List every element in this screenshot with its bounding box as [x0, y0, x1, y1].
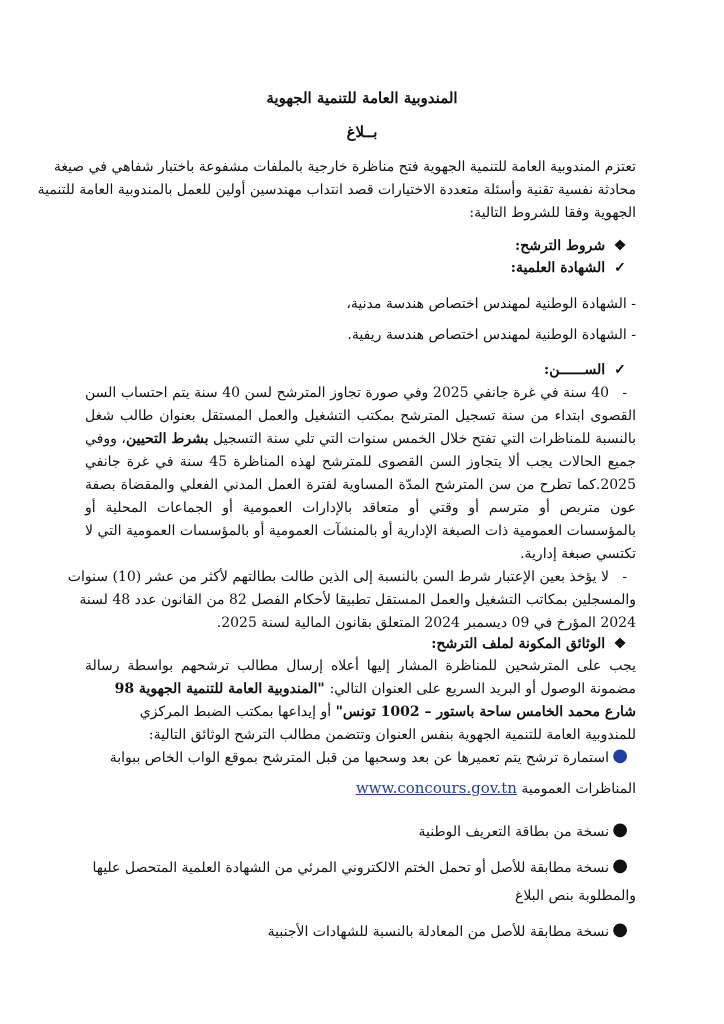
documents-heading: ❖ الوثائق المكونة لملف الترشح: [85, 634, 630, 654]
document-item-id-card: نسخة من بطاقة التعريف الوطنية [418, 824, 609, 840]
document-item-diploma-line-2: والمطلوبة بنص البلاغ [514, 888, 636, 904]
intro-line-1: تعتزم المندوبية العامة للتنمية الجهوية فتح مناظرة خارجية بالملفات مشفوعة باختبار شفاهي في صيغة [53, 159, 636, 175]
four-diamond-bullet-icon: ❖ [613, 636, 627, 652]
age-exception-line-3: 2024 المؤرخ في 09 ديسمبر 2024 المتعلق بقانون المالية لسنة 2025. [216, 615, 636, 631]
age-line-6: عون متربص أو مترسم أو وقتي أو متعاقد بالإدارات العمومية أو الجماعات المحلية أو [85, 500, 636, 516]
notice-title: بــلاغ [346, 123, 378, 141]
document-item-form-line-2: المناظرات العمومية www.concours.gov.tn [355, 779, 636, 797]
age-heading: ✓ الســــــن: [85, 360, 630, 380]
dash-marker: - [622, 385, 627, 401]
document-item-equivalence: نسخة مطابقة للأصل من المعادلة بالنسبة للشهادات الأجنبية [267, 924, 609, 940]
intro-line-3: الجهوية وفقا للشروط التالية: [469, 205, 636, 221]
diploma-item-rural: - الشهادة الوطنية لمهندس اختصاص هندسة ريفية. [347, 327, 636, 343]
age-line-4: جميع الحالات يجب ألا يتجاوز السن القصوى للمترشح لهذه المناظرة 45 سنة في غرة جانفي [85, 454, 636, 470]
conditions-heading: ❖ شروط الترشح: [85, 236, 630, 256]
age-line-7: بالمؤسسات العمومية ذات الصبغة الإدارية أو بالمنشآت العمومية أو بالمؤسسات العمومية التي لا [85, 523, 636, 539]
concours-website-link[interactable]: www.concours.gov.tn [355, 779, 517, 797]
age-line-8: تكتسي صبغة إدارية. [520, 546, 636, 562]
check-mark-icon: ✓ [614, 260, 626, 276]
organization-title: المندوبية العامة للتنمية الجهوية [266, 89, 458, 107]
age-exception-line-1: لا يؤخذ بعين الإعتبار شرط السن بالنسبة إلى الذين طالت بطالتهم لأكثر من عشر (10) سنوات [67, 569, 609, 585]
age-exception-line-2: والمسجلين بمكاتب التشغيل والعمل المستقل تطبيقا لأحكام الفصل 82 من القانون عدد 48 لسنة [79, 592, 636, 608]
age-line-5: 2025.كما تطرح من سن المترشح المدّة المساوية لفترة العمل المدني الفعلي والمقضاة بصفة [85, 477, 636, 493]
four-diamond-bullet-icon: ❖ [613, 238, 627, 254]
diploma-heading: ✓ الشهادة العلمية: [85, 258, 630, 278]
dash-marker: - [622, 569, 627, 585]
diploma-item-civil: - الشهادة الوطنية لمهندس اختصاص هندسة مدنية، [346, 296, 636, 312]
documents-intro-line-3: شارع محمد الخامس ساحة باستور – 1002 تونس" أو إيداعها بمكتب الضبط المركزي [139, 704, 636, 720]
documents-intro-line-4: للمندوبية العامة للتنمية الجهوية بنفس العنوان وتتضمن مطالب الترشح الوثائق التالية: [148, 727, 636, 743]
round-bullet-icon: ● [612, 819, 628, 840]
round-bullet-icon: ● [612, 745, 628, 766]
document-item-diploma-line-1: نسخة مطابقة للأصل أو تحمل الختم الالكتروني المرئي من الشهادة العلمية المتحصل عليها [92, 860, 609, 876]
round-bullet-icon: ● [612, 919, 628, 940]
check-mark-icon: ✓ [614, 362, 626, 378]
intro-line-2: محادثة نفسية تقنية وأسئلة متعددة الاختيارات قصد انتداب مهندسين أولين للعمل بالمندوبية العامة للتنمية [37, 182, 636, 198]
documents-intro-line-2: مضمونة الوصول أو البريد السريع على العنوان التالي: "المندوبية العامة للتنمية الجهوية 98 [114, 681, 636, 697]
age-line-3: بالنسبة للمناظرات التي تفتح خلال الخمس سنوات التي تلي سنة التسجيل بشرط التحيين، ووفي [85, 431, 636, 447]
age-line-2: القصوى ابتداء من سنة تسجيل المترشح بمكتب التشغيل والعمل المستقل بعنوان طالب شغل [85, 408, 636, 424]
document-item-form-line-1: استمارة ترشح يتم تعميرها عن بعد وسحبها من قبل المترشح بموقع الواب الخاص ببوابة [109, 750, 609, 766]
round-bullet-icon: ● [612, 855, 628, 876]
age-line-1: 40 سنة في غرة جانفي 2025 وفي صورة تجاوز المترشح لسن 40 سنة يتم احتساب السن [85, 385, 610, 401]
documents-intro-line-1: يجب على المترشحين للمناظرة المشار إليها أعلاه إرسال مطالب ترشحهم بواسطة رسالة [85, 658, 636, 674]
